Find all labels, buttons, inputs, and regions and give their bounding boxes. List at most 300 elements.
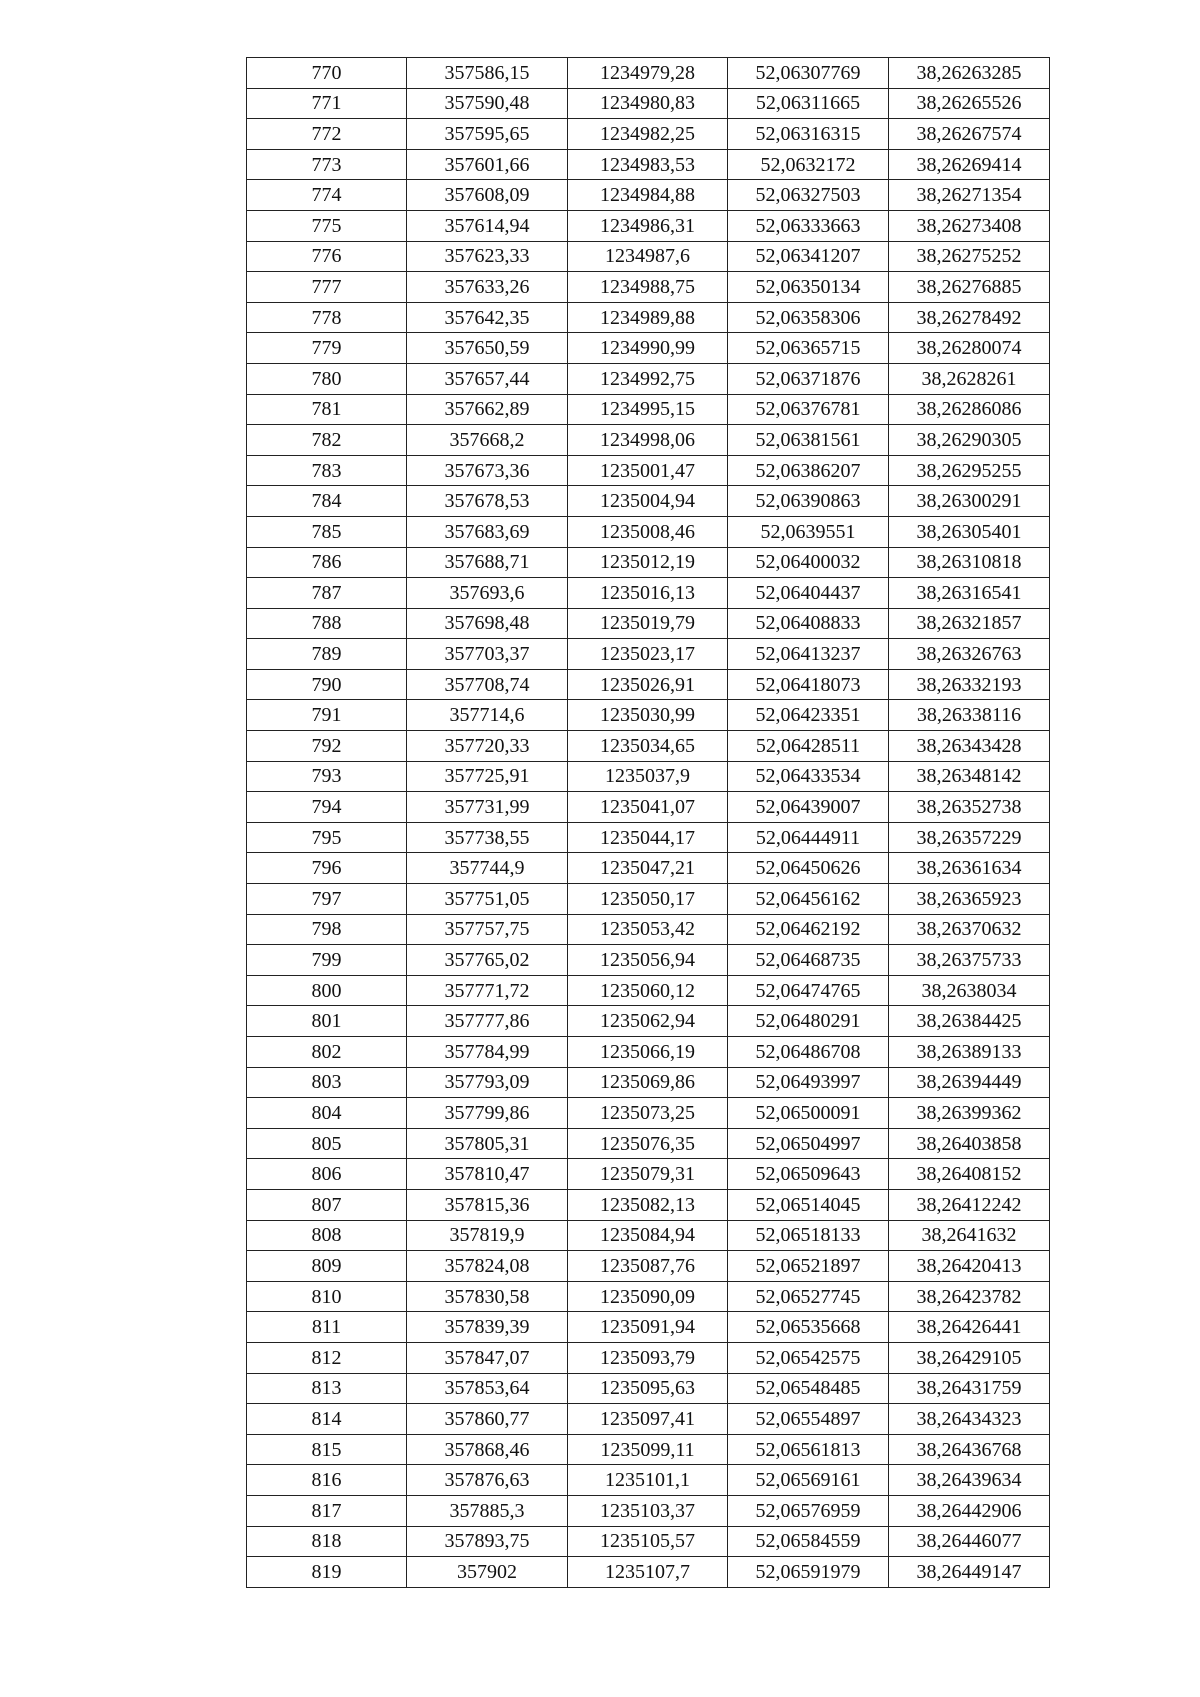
latitude-cell: 52,06504997 [728, 1128, 889, 1159]
table-row [247, 853, 1050, 884]
y-coordinate-cell: 1235060,12 [568, 975, 728, 1006]
point-number-cell: 794 [247, 792, 407, 823]
x-coordinate-cell: 357673,36 [407, 455, 568, 486]
y-coordinate-cell: 1235073,25 [568, 1098, 728, 1129]
latitude-cell: 52,06468735 [728, 945, 889, 976]
x-coordinate-cell: 357703,37 [407, 639, 568, 670]
table-row [247, 700, 1050, 731]
table-row [247, 486, 1050, 517]
x-coordinate-cell: 357601,66 [407, 149, 568, 180]
table-row [247, 302, 1050, 333]
x-coordinate-cell: 357725,91 [407, 761, 568, 792]
table-row [247, 180, 1050, 211]
longitude-cell: 38,26420413 [889, 1251, 1050, 1282]
point-number-cell: 784 [247, 486, 407, 517]
table-row [247, 1220, 1050, 1251]
table-row [247, 58, 1050, 89]
latitude-cell: 52,06327503 [728, 180, 889, 211]
y-coordinate-cell: 1235034,65 [568, 731, 728, 762]
longitude-cell: 38,26269414 [889, 149, 1050, 180]
table-row [247, 578, 1050, 609]
y-coordinate-cell: 1235019,79 [568, 608, 728, 639]
latitude-cell: 52,06576959 [728, 1495, 889, 1526]
x-coordinate-cell: 357876,63 [407, 1465, 568, 1496]
table-row [247, 516, 1050, 547]
table-row [247, 731, 1050, 762]
table-row [247, 792, 1050, 823]
latitude-cell: 52,06591979 [728, 1557, 889, 1588]
point-number-cell: 777 [247, 272, 407, 303]
coordinate-table-body [247, 58, 1050, 1588]
latitude-cell: 52,06450626 [728, 853, 889, 884]
x-coordinate-cell: 357586,15 [407, 58, 568, 89]
point-number-cell: 785 [247, 516, 407, 547]
point-number-cell: 792 [247, 731, 407, 762]
table-row [247, 975, 1050, 1006]
y-coordinate-cell: 1235103,37 [568, 1495, 728, 1526]
latitude-cell: 52,06584559 [728, 1526, 889, 1557]
y-coordinate-cell: 1235082,13 [568, 1189, 728, 1220]
x-coordinate-cell: 357902 [407, 1557, 568, 1588]
latitude-cell: 52,06307769 [728, 58, 889, 89]
y-coordinate-cell: 1235090,09 [568, 1281, 728, 1312]
point-number-cell: 789 [247, 639, 407, 670]
point-number-cell: 818 [247, 1526, 407, 1557]
x-coordinate-cell: 357708,74 [407, 669, 568, 700]
coordinate-table [246, 57, 1050, 1588]
latitude-cell: 52,06456162 [728, 884, 889, 915]
x-coordinate-cell: 357830,58 [407, 1281, 568, 1312]
latitude-cell: 52,06439007 [728, 792, 889, 823]
longitude-cell: 38,26423782 [889, 1281, 1050, 1312]
longitude-cell: 38,26278492 [889, 302, 1050, 333]
latitude-cell: 52,06554897 [728, 1404, 889, 1435]
point-number-cell: 771 [247, 88, 407, 119]
y-coordinate-cell: 1235079,31 [568, 1159, 728, 1190]
longitude-cell: 38,26439634 [889, 1465, 1050, 1496]
longitude-cell: 38,26338116 [889, 700, 1050, 731]
y-coordinate-cell: 1235023,17 [568, 639, 728, 670]
point-number-cell: 780 [247, 363, 407, 394]
latitude-cell: 52,06350134 [728, 272, 889, 303]
y-coordinate-cell: 1235099,11 [568, 1434, 728, 1465]
x-coordinate-cell: 357688,71 [407, 547, 568, 578]
longitude-cell: 38,26286086 [889, 394, 1050, 425]
longitude-cell: 38,26365923 [889, 884, 1050, 915]
x-coordinate-cell: 357805,31 [407, 1128, 568, 1159]
point-number-cell: 773 [247, 149, 407, 180]
y-coordinate-cell: 1234986,31 [568, 210, 728, 241]
y-coordinate-cell: 1235087,76 [568, 1251, 728, 1282]
x-coordinate-cell: 357810,47 [407, 1159, 568, 1190]
latitude-cell: 52,06535668 [728, 1312, 889, 1343]
y-coordinate-cell: 1235016,13 [568, 578, 728, 609]
point-number-cell: 783 [247, 455, 407, 486]
latitude-cell: 52,06474765 [728, 975, 889, 1006]
y-coordinate-cell: 1235004,94 [568, 486, 728, 517]
y-coordinate-cell: 1235091,94 [568, 1312, 728, 1343]
point-number-cell: 813 [247, 1373, 407, 1404]
table-row [247, 1373, 1050, 1404]
table-row [247, 1251, 1050, 1282]
point-number-cell: 778 [247, 302, 407, 333]
longitude-cell: 38,26332193 [889, 669, 1050, 700]
latitude-cell: 52,06413237 [728, 639, 889, 670]
latitude-cell: 52,06428511 [728, 731, 889, 762]
latitude-cell: 52,06341207 [728, 241, 889, 272]
y-coordinate-cell: 1235095,63 [568, 1373, 728, 1404]
table-row [247, 272, 1050, 303]
x-coordinate-cell: 357698,48 [407, 608, 568, 639]
table-row [247, 608, 1050, 639]
latitude-cell: 52,06561813 [728, 1434, 889, 1465]
point-number-cell: 770 [247, 58, 407, 89]
table-row [247, 639, 1050, 670]
longitude-cell: 38,26399362 [889, 1098, 1050, 1129]
point-number-cell: 791 [247, 700, 407, 731]
longitude-cell: 38,26352738 [889, 792, 1050, 823]
point-number-cell: 782 [247, 425, 407, 456]
longitude-cell: 38,26276885 [889, 272, 1050, 303]
y-coordinate-cell: 1234984,88 [568, 180, 728, 211]
table-row [247, 1159, 1050, 1190]
latitude-cell: 52,06386207 [728, 455, 889, 486]
x-coordinate-cell: 357784,99 [407, 1037, 568, 1068]
y-coordinate-cell: 1234992,75 [568, 363, 728, 394]
longitude-cell: 38,26310818 [889, 547, 1050, 578]
latitude-cell: 52,06381561 [728, 425, 889, 456]
longitude-cell: 38,26280074 [889, 333, 1050, 364]
longitude-cell: 38,26446077 [889, 1526, 1050, 1557]
point-number-cell: 819 [247, 1557, 407, 1588]
y-coordinate-cell: 1235053,42 [568, 914, 728, 945]
longitude-cell: 38,26434323 [889, 1404, 1050, 1435]
longitude-cell: 38,26295255 [889, 455, 1050, 486]
x-coordinate-cell: 357662,89 [407, 394, 568, 425]
point-number-cell: 807 [247, 1189, 407, 1220]
latitude-cell: 52,06521897 [728, 1251, 889, 1282]
x-coordinate-cell: 357714,6 [407, 700, 568, 731]
x-coordinate-cell: 357633,26 [407, 272, 568, 303]
y-coordinate-cell: 1235047,21 [568, 853, 728, 884]
point-number-cell: 803 [247, 1067, 407, 1098]
table-row [247, 1495, 1050, 1526]
longitude-cell: 38,26305401 [889, 516, 1050, 547]
y-coordinate-cell: 1235012,19 [568, 547, 728, 578]
longitude-cell: 38,26361634 [889, 853, 1050, 884]
table-row [247, 761, 1050, 792]
table-row [247, 210, 1050, 241]
table-row [247, 333, 1050, 364]
x-coordinate-cell: 357824,08 [407, 1251, 568, 1282]
longitude-cell: 38,26384425 [889, 1006, 1050, 1037]
longitude-cell: 38,26275252 [889, 241, 1050, 272]
x-coordinate-cell: 357853,64 [407, 1373, 568, 1404]
y-coordinate-cell: 1234989,88 [568, 302, 728, 333]
longitude-cell: 38,26348142 [889, 761, 1050, 792]
table-row [247, 1434, 1050, 1465]
latitude-cell: 52,06390863 [728, 486, 889, 517]
x-coordinate-cell: 357799,86 [407, 1098, 568, 1129]
latitude-cell: 52,06480291 [728, 1006, 889, 1037]
latitude-cell: 52,06365715 [728, 333, 889, 364]
point-number-cell: 801 [247, 1006, 407, 1037]
point-number-cell: 800 [247, 975, 407, 1006]
table-row [247, 945, 1050, 976]
y-coordinate-cell: 1235008,46 [568, 516, 728, 547]
latitude-cell: 52,06514045 [728, 1189, 889, 1220]
x-coordinate-cell: 357642,35 [407, 302, 568, 333]
longitude-cell: 38,26271354 [889, 180, 1050, 211]
x-coordinate-cell: 357860,77 [407, 1404, 568, 1435]
y-coordinate-cell: 1235084,94 [568, 1220, 728, 1251]
x-coordinate-cell: 357885,3 [407, 1495, 568, 1526]
y-coordinate-cell: 1235076,35 [568, 1128, 728, 1159]
table-row [247, 1098, 1050, 1129]
longitude-cell: 38,26412242 [889, 1189, 1050, 1220]
longitude-cell: 38,26436768 [889, 1434, 1050, 1465]
y-coordinate-cell: 1235044,17 [568, 822, 728, 853]
table-row [247, 914, 1050, 945]
longitude-cell: 38,26426441 [889, 1312, 1050, 1343]
longitude-cell: 38,26394449 [889, 1067, 1050, 1098]
x-coordinate-cell: 357683,69 [407, 516, 568, 547]
longitude-cell: 38,26370632 [889, 914, 1050, 945]
point-number-cell: 799 [247, 945, 407, 976]
x-coordinate-cell: 357623,33 [407, 241, 568, 272]
y-coordinate-cell: 1234998,06 [568, 425, 728, 456]
longitude-cell: 38,26265526 [889, 88, 1050, 119]
point-number-cell: 772 [247, 119, 407, 150]
y-coordinate-cell: 1235041,07 [568, 792, 728, 823]
latitude-cell: 52,06500091 [728, 1098, 889, 1129]
y-coordinate-cell: 1235001,47 [568, 455, 728, 486]
table-row [247, 455, 1050, 486]
point-number-cell: 817 [247, 1495, 407, 1526]
y-coordinate-cell: 1235026,91 [568, 669, 728, 700]
longitude-cell: 38,2628261 [889, 363, 1050, 394]
y-coordinate-cell: 1235105,57 [568, 1526, 728, 1557]
table-row [247, 1404, 1050, 1435]
longitude-cell: 38,26267574 [889, 119, 1050, 150]
point-number-cell: 814 [247, 1404, 407, 1435]
table-row [247, 1128, 1050, 1159]
latitude-cell: 52,06444911 [728, 822, 889, 853]
y-coordinate-cell: 1235101,1 [568, 1465, 728, 1496]
y-coordinate-cell: 1234983,53 [568, 149, 728, 180]
x-coordinate-cell: 357819,9 [407, 1220, 568, 1251]
y-coordinate-cell: 1234995,15 [568, 394, 728, 425]
y-coordinate-cell: 1235069,86 [568, 1067, 728, 1098]
longitude-cell: 38,2638034 [889, 975, 1050, 1006]
latitude-cell: 52,06518133 [728, 1220, 889, 1251]
latitude-cell: 52,06509643 [728, 1159, 889, 1190]
table-row [247, 1526, 1050, 1557]
point-number-cell: 779 [247, 333, 407, 364]
latitude-cell: 52,06404437 [728, 578, 889, 609]
point-number-cell: 806 [247, 1159, 407, 1190]
longitude-cell: 38,26316541 [889, 578, 1050, 609]
longitude-cell: 38,26321857 [889, 608, 1050, 639]
longitude-cell: 38,26403858 [889, 1128, 1050, 1159]
latitude-cell: 52,06486708 [728, 1037, 889, 1068]
point-number-cell: 781 [247, 394, 407, 425]
x-coordinate-cell: 357738,55 [407, 822, 568, 853]
x-coordinate-cell: 357744,9 [407, 853, 568, 884]
point-number-cell: 774 [247, 180, 407, 211]
y-coordinate-cell: 1234980,83 [568, 88, 728, 119]
x-coordinate-cell: 357595,65 [407, 119, 568, 150]
latitude-cell: 52,06569161 [728, 1465, 889, 1496]
latitude-cell: 52,06542575 [728, 1342, 889, 1373]
point-number-cell: 788 [247, 608, 407, 639]
table-row [247, 1037, 1050, 1068]
longitude-cell: 38,26442906 [889, 1495, 1050, 1526]
point-number-cell: 805 [247, 1128, 407, 1159]
x-coordinate-cell: 357868,46 [407, 1434, 568, 1465]
point-number-cell: 795 [247, 822, 407, 853]
table-row [247, 1189, 1050, 1220]
latitude-cell: 52,0639551 [728, 516, 889, 547]
point-number-cell: 798 [247, 914, 407, 945]
latitude-cell: 52,06493997 [728, 1067, 889, 1098]
x-coordinate-cell: 357771,72 [407, 975, 568, 1006]
table-row [247, 88, 1050, 119]
table-row [247, 822, 1050, 853]
point-number-cell: 808 [247, 1220, 407, 1251]
point-number-cell: 790 [247, 669, 407, 700]
x-coordinate-cell: 357608,09 [407, 180, 568, 211]
longitude-cell: 38,26273408 [889, 210, 1050, 241]
x-coordinate-cell: 357678,53 [407, 486, 568, 517]
longitude-cell: 38,26263285 [889, 58, 1050, 89]
y-coordinate-cell: 1235107,7 [568, 1557, 728, 1588]
x-coordinate-cell: 357793,09 [407, 1067, 568, 1098]
x-coordinate-cell: 357777,86 [407, 1006, 568, 1037]
point-number-cell: 815 [247, 1434, 407, 1465]
y-coordinate-cell: 1234988,75 [568, 272, 728, 303]
point-number-cell: 786 [247, 547, 407, 578]
x-coordinate-cell: 357650,59 [407, 333, 568, 364]
longitude-cell: 38,2641632 [889, 1220, 1050, 1251]
longitude-cell: 38,26290305 [889, 425, 1050, 456]
latitude-cell: 52,06548485 [728, 1373, 889, 1404]
latitude-cell: 52,06376781 [728, 394, 889, 425]
point-number-cell: 776 [247, 241, 407, 272]
latitude-cell: 52,0632172 [728, 149, 889, 180]
point-number-cell: 804 [247, 1098, 407, 1129]
point-number-cell: 811 [247, 1312, 407, 1343]
point-number-cell: 796 [247, 853, 407, 884]
table-row [247, 1067, 1050, 1098]
table-row [247, 241, 1050, 272]
table-row [247, 547, 1050, 578]
longitude-cell: 38,26300291 [889, 486, 1050, 517]
y-coordinate-cell: 1235066,19 [568, 1037, 728, 1068]
table-row [247, 363, 1050, 394]
y-coordinate-cell: 1235097,41 [568, 1404, 728, 1435]
x-coordinate-cell: 357731,99 [407, 792, 568, 823]
y-coordinate-cell: 1235037,9 [568, 761, 728, 792]
table-row [247, 149, 1050, 180]
table-row [247, 669, 1050, 700]
x-coordinate-cell: 357751,05 [407, 884, 568, 915]
longitude-cell: 38,26343428 [889, 731, 1050, 762]
x-coordinate-cell: 357668,2 [407, 425, 568, 456]
table-row [247, 1465, 1050, 1496]
longitude-cell: 38,26431759 [889, 1373, 1050, 1404]
y-coordinate-cell: 1235030,99 [568, 700, 728, 731]
point-number-cell: 809 [247, 1251, 407, 1282]
y-coordinate-cell: 1235056,94 [568, 945, 728, 976]
x-coordinate-cell: 357765,02 [407, 945, 568, 976]
y-coordinate-cell: 1234982,25 [568, 119, 728, 150]
longitude-cell: 38,26375733 [889, 945, 1050, 976]
latitude-cell: 52,06311665 [728, 88, 889, 119]
table-row [247, 1557, 1050, 1588]
longitude-cell: 38,26429105 [889, 1342, 1050, 1373]
longitude-cell: 38,26326763 [889, 639, 1050, 670]
x-coordinate-cell: 357720,33 [407, 731, 568, 762]
y-coordinate-cell: 1234990,99 [568, 333, 728, 364]
y-coordinate-cell: 1235050,17 [568, 884, 728, 915]
latitude-cell: 52,06433534 [728, 761, 889, 792]
latitude-cell: 52,06527745 [728, 1281, 889, 1312]
table-row [247, 1281, 1050, 1312]
x-coordinate-cell: 357693,6 [407, 578, 568, 609]
longitude-cell: 38,26389133 [889, 1037, 1050, 1068]
x-coordinate-cell: 357657,44 [407, 363, 568, 394]
x-coordinate-cell: 357757,75 [407, 914, 568, 945]
point-number-cell: 816 [247, 1465, 407, 1496]
x-coordinate-cell: 357614,94 [407, 210, 568, 241]
longitude-cell: 38,26357229 [889, 822, 1050, 853]
y-coordinate-cell: 1234987,6 [568, 241, 728, 272]
table-row [247, 119, 1050, 150]
x-coordinate-cell: 357847,07 [407, 1342, 568, 1373]
table-row [247, 884, 1050, 915]
point-number-cell: 787 [247, 578, 407, 609]
latitude-cell: 52,06400032 [728, 547, 889, 578]
x-coordinate-cell: 357893,75 [407, 1526, 568, 1557]
latitude-cell: 52,06418073 [728, 669, 889, 700]
latitude-cell: 52,06462192 [728, 914, 889, 945]
latitude-cell: 52,06371876 [728, 363, 889, 394]
point-number-cell: 775 [247, 210, 407, 241]
table-row [247, 1006, 1050, 1037]
table-row [247, 394, 1050, 425]
x-coordinate-cell: 357590,48 [407, 88, 568, 119]
latitude-cell: 52,06423351 [728, 700, 889, 731]
latitude-cell: 52,06316315 [728, 119, 889, 150]
x-coordinate-cell: 357839,39 [407, 1312, 568, 1343]
point-number-cell: 810 [247, 1281, 407, 1312]
x-coordinate-cell: 357815,36 [407, 1189, 568, 1220]
latitude-cell: 52,06408833 [728, 608, 889, 639]
table-row [247, 425, 1050, 456]
y-coordinate-cell: 1235062,94 [568, 1006, 728, 1037]
point-number-cell: 797 [247, 884, 407, 915]
point-number-cell: 793 [247, 761, 407, 792]
table-row [247, 1342, 1050, 1373]
latitude-cell: 52,06333663 [728, 210, 889, 241]
longitude-cell: 38,26408152 [889, 1159, 1050, 1190]
point-number-cell: 802 [247, 1037, 407, 1068]
y-coordinate-cell: 1235093,79 [568, 1342, 728, 1373]
table-row [247, 1312, 1050, 1343]
point-number-cell: 812 [247, 1342, 407, 1373]
y-coordinate-cell: 1234979,28 [568, 58, 728, 89]
